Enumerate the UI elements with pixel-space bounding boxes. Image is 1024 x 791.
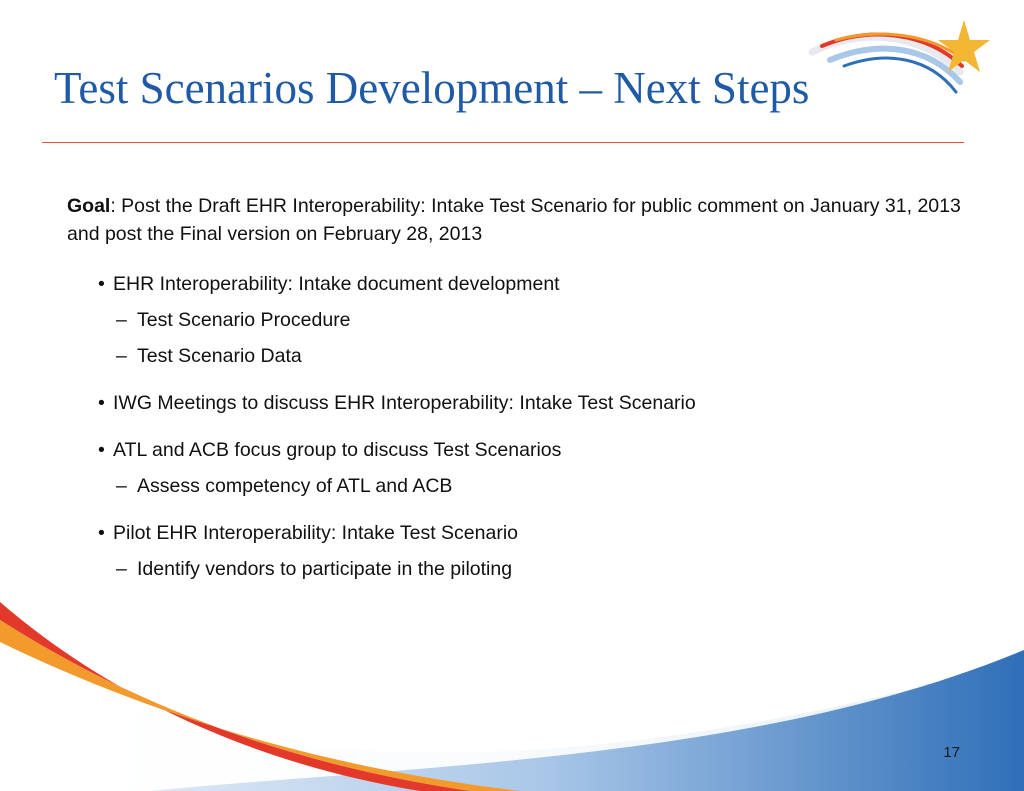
sub-bullet-item — [116, 302, 958, 338]
bullet-list — [98, 266, 958, 587]
bullet-text: EHR Interoperability: Intake document development — [113, 273, 560, 295]
bullet-marker: • — [98, 439, 105, 461]
bullet-marker: • — [98, 522, 105, 544]
goal-statement — [67, 192, 967, 248]
sub-bullet-marker: – — [116, 345, 127, 367]
sub-bullet-marker: – — [116, 309, 127, 331]
sub-bullet-item — [116, 551, 958, 587]
bullet-item — [98, 432, 958, 504]
page-number: 17 — [943, 744, 960, 761]
footer-wave-graphic — [0, 590, 1024, 791]
sub-bullet-marker: – — [116, 475, 127, 497]
goal-label: Goal — [67, 195, 111, 217]
bullet-marker: • — [98, 392, 105, 414]
sub-bullet-list — [98, 551, 958, 587]
sub-bullet-text: Test Scenario Data — [137, 345, 302, 367]
goal-text: : Post the Draft EHR Interoperability: Intake Test Scenario for public comment on January 31, 2013 and post the Final version on February 28, 2013 — [67, 195, 961, 245]
sub-bullet-text: Test Scenario Procedure — [137, 309, 351, 331]
sub-bullet-item — [116, 468, 958, 504]
slide-title: Test Scenarios Development – Next Steps — [54, 63, 810, 113]
bullet-item — [98, 266, 958, 374]
bullet-text: Pilot EHR Interoperability: Intake Test Scenario — [113, 522, 519, 544]
sub-bullet-text: Identify vendors to participate in the piloting — [137, 558, 513, 580]
bullet-text: ATL and ACB focus group to discuss Test Scenarios — [113, 439, 562, 461]
bullet-text: IWG Meetings to discuss EHR Interoperability: Intake Test Scenario — [113, 392, 696, 414]
bullet-item — [98, 515, 958, 587]
sub-bullet-list — [98, 302, 958, 374]
bullet-marker: • — [98, 273, 105, 295]
swoosh-star-logo-icon — [800, 10, 1000, 110]
title-divider — [42, 142, 964, 143]
sub-bullet-text: Assess competency of ATL and ACB — [137, 475, 453, 497]
bullet-item — [98, 385, 958, 421]
sub-bullet-marker: – — [116, 558, 127, 580]
sub-bullet-item — [116, 338, 958, 374]
sub-bullet-list — [98, 468, 958, 504]
